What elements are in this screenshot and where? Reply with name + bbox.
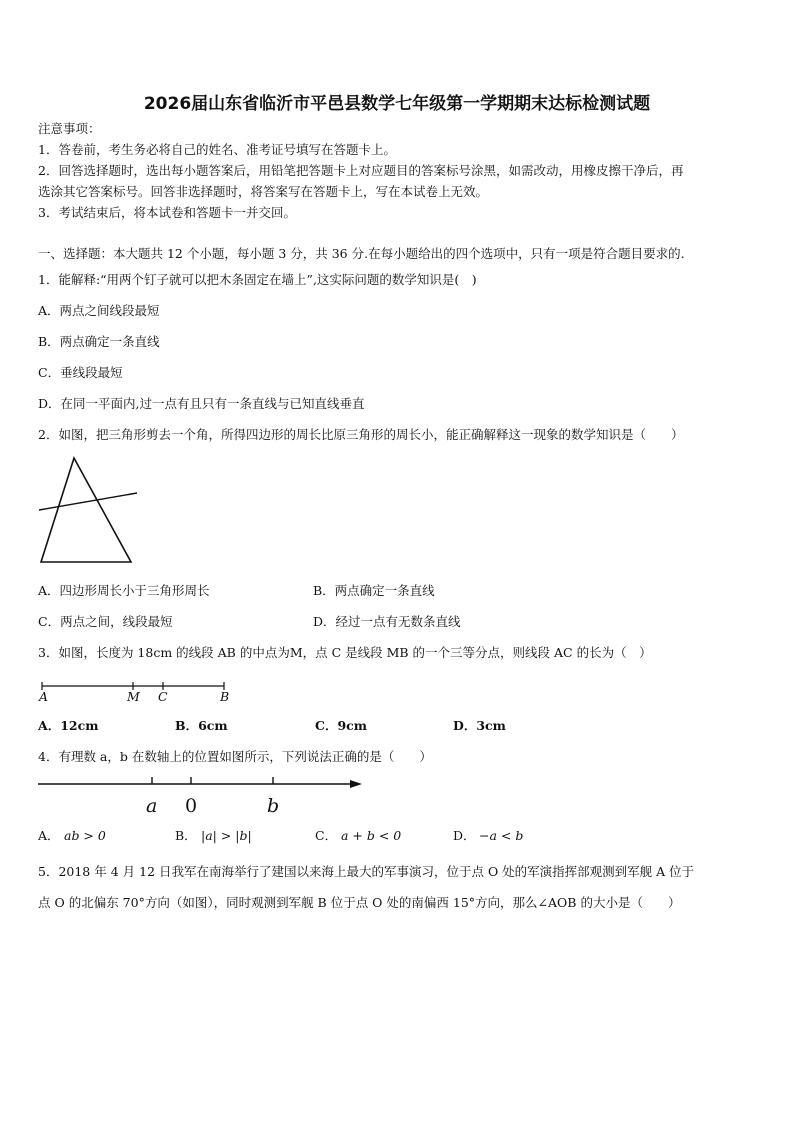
q4-option-a-math: ab > 0 (64, 828, 106, 843)
notice-item: 选涂其它答案标号。回答非选择题时，将答案写在答题卡上，写在本试卷上无效。 (38, 184, 489, 199)
q3-option-c: C．9cm (315, 718, 367, 733)
point-label-c: C (158, 689, 168, 704)
point-label-a: A (39, 689, 49, 704)
q2-option-b: B．两点确定一条直线 (313, 583, 435, 598)
q1-option-c: C．垂线段最短 (38, 365, 123, 380)
q3-option-a: A．12cm (38, 718, 99, 733)
q4-option-c-math: a + b < 0 (341, 828, 402, 843)
point-label-m: M (127, 689, 140, 704)
question-4-stem: 4．有理数 a，b 在数轴上的位置如图所示，下列说法正确的是（ ） (38, 749, 432, 764)
page-title: 2026届山东省临沂市平邑县数学七年级第一学期期末达标检测试题 (143, 94, 651, 114)
triangle-cut-figure (36, 455, 146, 565)
question-3-stem: 3．如图，长度为 18cm 的线段 AB 的中点为M，点 C 是线段 MB 的一个三等分点，则线段 AC 的长为（ ） (38, 645, 652, 660)
q2-option-d: D．经过一点有无数条直线 (313, 614, 461, 629)
q3-option-b: B．6cm (175, 718, 228, 733)
notice-item: 1．答卷前，考生务必将自己的姓名、准考证号填写在答题卡上。 (38, 142, 396, 157)
question-5-stem-line2: 点 O 的北偏东 70°方向（如图），同时观测到军舰 B 位于点 O 处的南偏西 15°方向，那么∠AOB 的大小是（ ） (38, 895, 681, 910)
q2-option-c: C．两点之间，线段最短 (38, 614, 173, 629)
notice-item: 2．回答选择题时，选出每小题答案后，用铅笔把答题卡上对应题目的答案标号涂黑，如需改动，用橡皮擦干净后，再 (38, 163, 684, 178)
question-2-stem: 2．如图，把三角形剪去一个角，所得四边形的周长比原三角形的周长小，能正确解释这一现象的数学知识是（ ） (38, 427, 684, 442)
q1-option-d: D．在同一平面内,过一点有且只有一条直线与已知直线垂直 (38, 396, 365, 411)
number-line-label-b: b (267, 795, 280, 817)
number-line-label-a: a (146, 795, 158, 817)
notice-item: 3．考试结束后，将本试卷和答题卡一并交回。 (38, 205, 296, 220)
q2-option-a: A．四边形周长小于三角形周长 (38, 583, 210, 598)
section-heading: 一、选择题：本大题共 12 个小题，每小题 3 分，共 36 分.在每小题给出的四个选项中，只有一项是符合题目要求的. (38, 246, 685, 261)
q1-option-b: B．两点确定一条直线 (38, 334, 160, 349)
question-5-stem-line1: 5．2018 年 4 月 12 日我军在南海举行了建国以来海上最大的军事演习，位于点 O 处的军演指挥部观测到军舰 A 位于 (38, 864, 695, 879)
q3-option-d: D．3cm (453, 718, 506, 733)
q4-option-d-math: −a < b (479, 828, 524, 843)
q4-option-c-letter: C． (315, 828, 338, 843)
notice-heading: 注意事项： (38, 121, 101, 136)
number-line-label-zero: 0 (185, 795, 198, 817)
question-1-stem: 1．能解释:“用两个钉子就可以把木条固定在墙上”,这实际问题的数学知识是( ) (38, 272, 477, 287)
q4-option-a-letter: A． (38, 828, 60, 843)
number-line-figure (36, 774, 366, 794)
q4-option-d-letter: D． (453, 828, 476, 843)
q1-option-a: A．两点之间线段最短 (38, 303, 160, 318)
q4-option-b-math: |a| > |b| (201, 828, 252, 843)
q4-option-b-letter: B． (175, 828, 197, 843)
point-label-b: B (220, 689, 230, 704)
